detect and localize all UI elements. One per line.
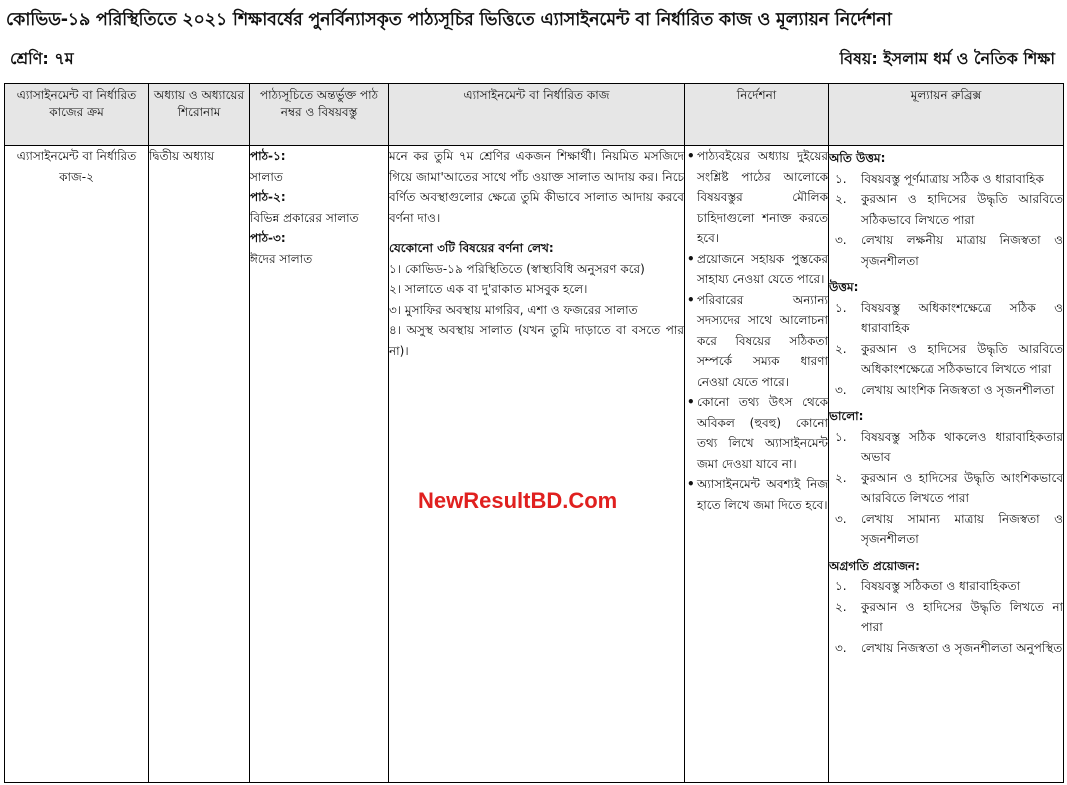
rubric-item bbox=[829, 468, 1063, 509]
rubric-item-text: লেখায় আংশিক নিজস্বতা ও সৃজনশীলতা bbox=[861, 382, 1055, 397]
rubric-item-number: ৩. bbox=[835, 233, 847, 247]
rubric-item-number: ২. bbox=[835, 192, 847, 206]
rubric-item bbox=[829, 339, 1063, 380]
lesson-topic: ঈদের সালাত bbox=[250, 251, 313, 266]
rubric-item bbox=[829, 230, 1063, 271]
rubric-item bbox=[829, 597, 1063, 638]
lesson-topic: বিভিন্ন প্রকারের সালাত bbox=[250, 210, 359, 225]
rubric-item-number: ১. bbox=[835, 579, 847, 593]
rubric-item bbox=[829, 298, 1063, 339]
subject-label: বিষয়: ইসলাম ধর্ম ও নৈতিক শিক্ষা bbox=[839, 49, 1055, 68]
rubric-item-text: কুরআন ও হাদিসের উদ্ধৃতি আরবিতে সঠিকভাবে লিখতে পারা bbox=[861, 192, 1063, 227]
table-row bbox=[5, 146, 1064, 783]
task-heading: যেকোনো ৩টি বিষয়ের বর্ণনা লেখ: bbox=[389, 241, 554, 255]
rubric-item bbox=[829, 169, 1063, 190]
rubrics-cell bbox=[829, 146, 1064, 783]
rubric-level-heading: অগ্রগতি প্রয়োজন: bbox=[829, 558, 920, 573]
instruction-item: • পাঠ্যবইয়ের অধ্যায় দুইয়ের সংশ্লিষ্ট পাঠের আলোকে বিষয়বস্তুর মৌলিক চাহিদাগুলো শনাক্ত করতে হবে। bbox=[697, 146, 828, 249]
instructions-cell bbox=[685, 146, 829, 783]
rubric-item-text: লেখায় নিজস্বতা ও সৃজনশীলতা অনুপস্থিত bbox=[861, 640, 1063, 655]
assignment-number: এ্যাসাইনমেন্ট বা নির্ধারিত কাজ-২ bbox=[16, 149, 137, 184]
class-label: শ্রেণি: ৭ম bbox=[10, 49, 74, 68]
rubric-item-text: বিষয়বস্তু পূর্ণমাত্রায় সঠিক ও ধারাবাহিক bbox=[861, 171, 1044, 186]
rubric-item bbox=[829, 576, 1063, 597]
task-item: ৩। মুসাফির অবস্থায় মাগরিব, এশা ও ফজরের সালাত bbox=[389, 302, 638, 317]
rubric-item-text: বিষয়বস্তু অধিকাংশক্ষেত্রে সঠিক ও ধারাবাহিক bbox=[861, 300, 1063, 335]
lesson-label: পাঠ-২: bbox=[250, 190, 286, 204]
rubric-item-number: ২. bbox=[835, 341, 847, 356]
chapter-title: দ্বিতীয় অধ্যায় bbox=[149, 149, 215, 163]
task-item: ৪। অসুস্থ অবস্থায় সালাত (যখন তুমি দাড়াতে বা বসতে পার না)। bbox=[389, 323, 684, 358]
rubric-item bbox=[829, 380, 1063, 401]
table-header-row bbox=[5, 84, 1064, 146]
rubric-item-number: ৩. bbox=[835, 640, 847, 655]
header-lesson-content: পাঠ্যসূচিতে অন্তর্ভুক্ত পাঠ নম্বর ও বিষয়বস্তু bbox=[250, 84, 389, 146]
watermark-text: NewResultBD.Com bbox=[418, 488, 618, 513]
rubric-item bbox=[829, 509, 1063, 550]
page-title: কোভিড-১৯ পরিস্থিতিতে ২০২১ শিক্ষাবর্ষের পুনর্বিন্যাসকৃত পাঠ্যসূচির ভিত্তিতে এ্যাসাইনমেন্ট বা নির্ধারিত কাজ ও মূল্যায়ন নির্দেশনা bbox=[6, 10, 892, 30]
rubric-item-number: ২. bbox=[835, 599, 847, 614]
assignment-table bbox=[4, 83, 1064, 783]
rubric-item-number: ৩. bbox=[835, 382, 847, 397]
header-assignment-order: এ্যাসাইনমেন্ট বা নির্ধারিত কাজের ক্রম bbox=[5, 84, 149, 146]
rubric-item-number: ১. bbox=[835, 171, 847, 186]
rubric-item-number: ২. bbox=[835, 470, 847, 485]
rubric-item-text: কুরআন ও হাদিসের উদ্ধৃতি আংশিকভাবে আরবিতে লিখতে পারা bbox=[861, 470, 1063, 505]
lessons-cell bbox=[250, 146, 389, 783]
chapter-cell bbox=[149, 146, 250, 783]
header-rubrics: মূল্যায়ন রুব্রিক্স bbox=[829, 84, 1064, 146]
lesson-label: পাঠ-১: bbox=[250, 149, 286, 163]
task-item: ২। সালাতে এক বা দু'রাকাত মাসবুক হলে। bbox=[389, 282, 588, 296]
header-assignment-task: এ্যাসাইনমেন্ট বা নির্ধারিত কাজ bbox=[389, 84, 685, 146]
rubric-level-heading: উত্তম: bbox=[829, 280, 859, 294]
instruction-item: • পরিবারের অন্যান্য সদস্যদের সাথে আলোচনা করে বিষয়ের সঠিকতা সম্পর্কে সম্যক ধারণা নেওয়া যেতে পারে। bbox=[697, 290, 828, 393]
rubric-item-text: লেখায় লক্ষনীয় মাত্রায় নিজস্বতা ও সৃজনশীলতা bbox=[861, 233, 1063, 268]
task-intro: মনে কর তুমি ৭ম শ্রেণির একজন শিক্ষার্থী। নিয়মিত মসজিদে গিয়ে জামা'আতের সাথে পাঁচ ওয়াক্ত সালাত আদায় কর। নিচে বর্ণিত অবস্থাগুলোর ক্ষেত্রে তুমি কীভাবে সালাত আদায় করবে বর্ণনা দাও। bbox=[389, 149, 684, 225]
lesson-topic: সালাত bbox=[250, 169, 283, 184]
rubric-item bbox=[829, 427, 1063, 468]
rubric-item-text: কুরআন ও হাদিসের উদ্ধৃতি লিখতে না পারা bbox=[861, 599, 1063, 634]
rubric-item-number: ৩. bbox=[835, 511, 847, 526]
task-item: ১। কোভিড-১৯ পরিস্থিতিতে (স্বাস্থ্যবিধি অনুসরণ করে) bbox=[389, 261, 645, 276]
rubric-item-number: ১. bbox=[835, 300, 847, 315]
assignment-number-cell bbox=[5, 146, 149, 783]
rubric-item bbox=[829, 638, 1063, 659]
rubric-item-number: ১. bbox=[835, 429, 847, 444]
rubric-item bbox=[829, 189, 1063, 230]
header-chapter: অধ্যায় ও অধ্যায়ের শিরোনাম bbox=[149, 84, 250, 146]
instruction-item: • প্রয়োজনে সহায়ক পুস্তকের সাহায্য নেওয়া যেতে পারে। bbox=[697, 249, 828, 290]
task-cell bbox=[389, 146, 685, 783]
rubric-item-text: বিষয়বস্তু সঠিকতা ও ধারাবাহিকতা bbox=[861, 579, 1021, 593]
rubric-level-heading: অতি উত্তম: bbox=[829, 151, 886, 165]
instruction-item: • কোনো তথ্য উৎস থেকে অবিকল (হুবহু) কোনো তথ্য লিখে অ্যাসাইনমেন্ট জমা দেওয়া যাবে না। bbox=[697, 392, 828, 474]
rubric-item-text: কুরআন ও হাদিসের উদ্ধৃতি আরবিতে অধিকাংশক্ষেত্রে সঠিকভাবে লিখতে পারা bbox=[861, 341, 1063, 376]
rubric-item-text: লেখায় সামান্য মাত্রায় নিজস্বতা ও সৃজনশীলতা bbox=[861, 511, 1063, 546]
instructions-list bbox=[685, 146, 828, 515]
rubric-item-text: বিষয়বস্তু সঠিক থাকলেও ধারাবাহিকতার অভাব bbox=[861, 429, 1063, 464]
rubric-level-heading: ভালো: bbox=[829, 409, 864, 423]
instruction-item: • অ্যাসাইনমেন্ট অবশ্যই নিজ হাতে লিখে জমা দিতে হবে। bbox=[697, 474, 828, 515]
header-instructions: নির্দেশনা bbox=[685, 84, 829, 146]
lesson-label: পাঠ-৩: bbox=[250, 231, 286, 245]
